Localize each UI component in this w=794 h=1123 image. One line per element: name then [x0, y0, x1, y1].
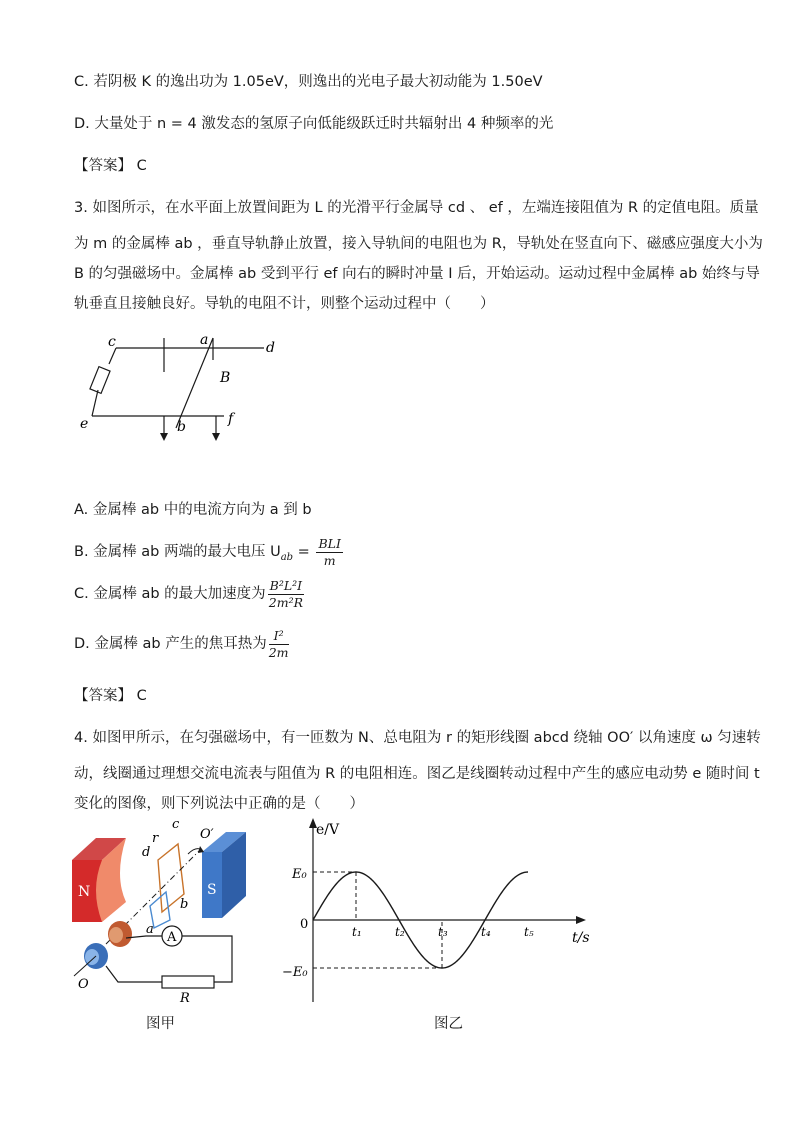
- generator-figure: [66, 816, 256, 1008]
- E0-label: E₀: [292, 867, 307, 882]
- label-c: c: [108, 334, 116, 350]
- label-d: d: [266, 340, 275, 356]
- label-c: c: [172, 817, 180, 832]
- q2-option-c: C. 若阴极 K 的逸出功为 1.05eV，则逸出的光电子最大初动能为 1.50eV: [74, 74, 543, 90]
- q3-option-a: A. 金属棒 ab 中的电流方向为 a 到 b: [74, 502, 312, 518]
- label-f: f: [228, 411, 234, 427]
- fraction: $\frac{\text{I²}}{2m}$: [268, 627, 289, 660]
- label-a: a: [146, 922, 154, 937]
- q4-stem-line2: 动，线圈通过理想交流电流表与阻值为 R 的电阻相连。图乙是线圈转动过程中产生的感应电动势 e 随时间 t: [74, 766, 760, 782]
- q2-answer: [74, 156, 147, 176]
- label-d: d: [142, 845, 151, 860]
- emf-time-chart: [280, 816, 594, 1012]
- q3-stem-line2: 为 m 的金属棒 ab ，垂直导轨静止放置，接入导轨间的电阻也为 R，导轨处在竖直向下、磁感应强度大小为: [74, 236, 763, 252]
- x-tick-label: t₄: [481, 925, 491, 939]
- q3-stem-line4: 轨垂直且接触良好。导轨的电阻不计，则整个运动过程中（ ）: [74, 296, 495, 312]
- q2-option-d: D. 大量处于 n = 4 激发态的氢原子向低能级跃迁时共辐射出 4 种频率的光: [74, 116, 554, 132]
- label-b: b: [180, 897, 189, 912]
- ammeter-label: A: [167, 930, 177, 945]
- label-R: R: [180, 991, 190, 1006]
- q3-answer: [74, 686, 147, 706]
- label-r: r: [152, 831, 159, 846]
- origin-label: 0: [300, 917, 309, 932]
- label-e: e: [80, 416, 89, 432]
- x-tick-label: t₂: [395, 925, 405, 939]
- label-a: a: [200, 332, 209, 348]
- q3-stem-line3: B 的匀强磁场中。金属棒 ab 受到平行 ef 向右的瞬时冲量 I 后，开始运动。运动过程中金属棒 ab 始终与导: [74, 266, 760, 282]
- answer-label: 【答案】: [74, 688, 132, 704]
- label-O-prime: O′: [200, 827, 214, 842]
- figure-jia-caption: 图甲: [146, 1016, 175, 1032]
- figure-yi-caption: 图乙: [434, 1016, 463, 1032]
- q4-stem-line1: 4. 如图甲所示，在匀强磁场中，有一匝数为 N、总电阻为 r 的矩形线圈 abcd 绕轴 OO′ 以角速度 ω 匀速转: [74, 730, 761, 746]
- y-axis-label: e/V: [316, 822, 340, 838]
- answer-value: C: [136, 158, 147, 174]
- resistor-R: [162, 976, 214, 988]
- x-tick-label: t₃: [438, 925, 448, 939]
- x-tick-label: t₅: [524, 925, 534, 939]
- answer-label: 【答案】: [74, 158, 132, 174]
- label-b: b: [177, 419, 186, 435]
- fraction: $\frac{\text{B²L²I}}{\text{2m²R}}$: [268, 577, 303, 610]
- q3-stem-line1: 3. 如图所示，在水平面上放置间距为 L 的光滑平行金属导 cd 、 ef ，左端连接阻值为 R 的定值电阻。质量: [74, 200, 759, 216]
- x-axis-label: t/s: [572, 930, 590, 946]
- label-B: B: [220, 370, 231, 386]
- magnet-S-label: S: [207, 882, 217, 898]
- resistor-R: [90, 367, 110, 394]
- q4-stem-line3: 变化的图像，则下列说法中正确的是（ ）: [74, 796, 364, 812]
- answer-value: C: [136, 688, 147, 704]
- fraction: $\frac{\text{BLI}}{m}$: [318, 535, 341, 568]
- q3-option-b: B. 金属棒 ab 两端的最大电压 $U_{ab}$ = $\frac{\text{BLI}}{m}$: [74, 535, 341, 568]
- magnet-N-label: N: [78, 884, 91, 900]
- x-tick-label: t₁: [352, 925, 362, 939]
- neg-E0-label: −E₀: [282, 965, 308, 980]
- rod-ab: [176, 338, 213, 428]
- label-O: O: [78, 977, 89, 992]
- q3-circuit-figure: [76, 332, 276, 444]
- q3-option-c: C. 金属棒 ab 的最大加速度为 $\frac{\text{B²L²I}}{\text{2m²R}}$: [74, 577, 303, 610]
- q3-option-d: D. 金属棒 ab 产生的焦耳热为 $\frac{\text{I²}}{2m}$: [74, 627, 289, 660]
